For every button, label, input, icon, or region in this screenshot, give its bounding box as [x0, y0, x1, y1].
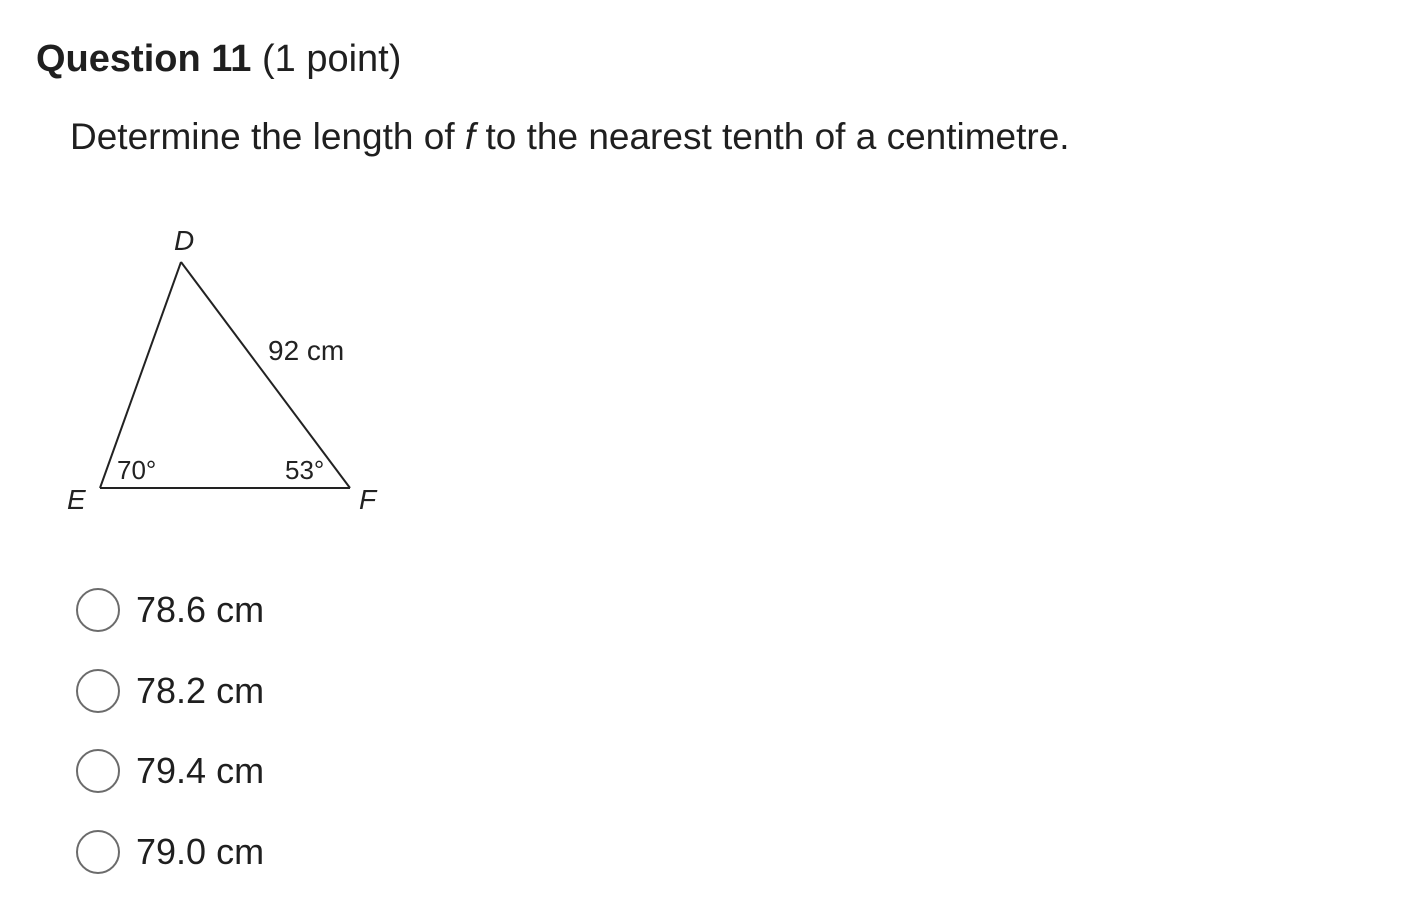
- answer-choice-1[interactable]: [76, 586, 264, 634]
- question-header: [36, 36, 401, 82]
- radio-button[interactable]: [76, 830, 120, 874]
- vertex-d-label: D: [174, 225, 195, 256]
- answer-choice-2[interactable]: [76, 667, 264, 715]
- side-df: [181, 262, 350, 488]
- answer-choice-label: 78.2 cm: [136, 670, 265, 711]
- prompt-variable: f: [464, 116, 476, 157]
- vertex-e-label: E: [67, 484, 86, 515]
- vertex-f-label: F: [359, 484, 377, 515]
- triangle-diagram: [40, 210, 400, 530]
- side-df-label: 92 cm: [268, 335, 345, 366]
- answer-choice-3[interactable]: [76, 747, 264, 795]
- question-points: (1 point): [261, 38, 402, 80]
- radio-button[interactable]: [76, 669, 120, 713]
- prompt-text-after: to the nearest tenth of a centimetre.: [475, 116, 1070, 157]
- question-prompt: [70, 114, 1070, 160]
- question-title: Question 11: [36, 38, 252, 80]
- prompt-text-before: Determine the length of: [70, 116, 465, 157]
- answer-choice-label: 79.4 cm: [136, 750, 265, 791]
- radio-button[interactable]: [76, 588, 120, 632]
- angle-e-label: 70°: [117, 455, 157, 485]
- answer-choice-label: 79.0 cm: [136, 831, 265, 872]
- answer-choice-4[interactable]: [76, 828, 264, 876]
- radio-button[interactable]: [76, 749, 120, 793]
- triangle-figure: [40, 210, 400, 530]
- answer-choice-label: 78.6 cm: [136, 589, 265, 630]
- angle-f-label: 53°: [285, 455, 325, 485]
